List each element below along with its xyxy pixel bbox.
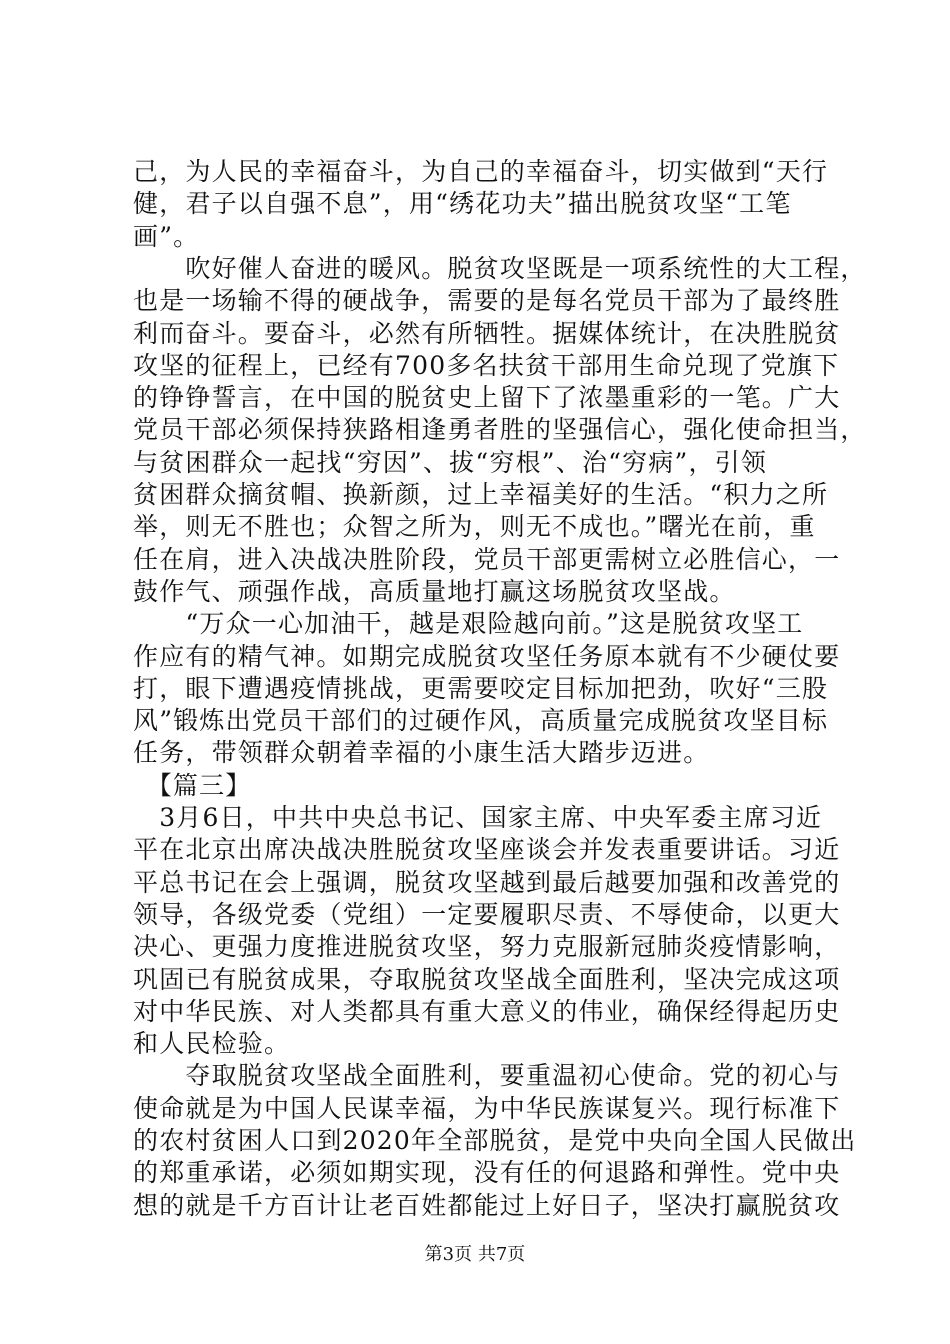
text-line: 领导，各级党委（党组）一定要履职尽责、不辱使命，以更大 (133, 899, 841, 929)
text-line: 3月6日，中共中央总书记、国家主席、中央军委主席习近 (133, 803, 823, 832)
text-line: 风”锻炼出党员干部们的过硬作风，高质量完成脱贫攻坚目标 (133, 706, 829, 736)
text-line: 夺取脱贫攻坚战全面胜利，要重温初心使命。党的初心与 (133, 1061, 841, 1091)
text-line: 想的就是千方百计让老百姓都能过上好日子，坚决打赢脱贫攻 (133, 1190, 841, 1220)
text-line: 贫困群众摘贫帽、换新颜，过上幸福美好的生活。“积力之所 (133, 480, 829, 509)
text-line: 决心、更强力度推进脱贫攻坚，努力克服新冠肺炎疫情影响， (133, 932, 841, 962)
text-line: 打，眼下遭遇疫情挑战，更需要咬定目标加把劲，吹好“三股 (133, 673, 829, 703)
text-line: 健，君子以自强不息”，用“绣花功夫”描出脱贫攻坚“工笔 (133, 189, 792, 219)
text-line: 使命就是为中国人民谋幸福，为中华民族谋复兴。现行标准下 (133, 1093, 841, 1123)
text-line: 也是一场输不得的硬战争，需要的是每名党员干部为了最终胜 (133, 286, 841, 316)
text-line: 利而奋斗。要奋斗，必然有所牺牲。据媒体统计，在决胜脱贫 (133, 318, 841, 348)
text-line: 与贫困群众一起找“穷因”、拔“穷根”、治“穷病”，引领 (133, 447, 768, 477)
text-line: 攻坚的征程上，已经有700多名扶贫干部用生命兑现了党旗下 (133, 350, 840, 380)
text-line: 吹好催人奋进的暖风。脱贫攻坚既是一项系统性的大工程， (133, 253, 867, 283)
text-line: 画”。 (133, 221, 200, 251)
text-line: 的铮铮誓言，在中国的脱贫史上留下了浓墨重彩的一笔。广大 (133, 383, 841, 413)
text-line: 的农村贫困人口到2020年全部脱贫，是党中央向全国人民做出 (133, 1126, 857, 1155)
text-line: 平总书记在会上强调，脱贫攻坚越到最后越要加强和改善党的 (133, 867, 841, 897)
section-heading: 【篇三】 (133, 770, 252, 800)
page-footer: 第3页 共7页 (424, 1244, 526, 1265)
text-line: “万众一心加油干，越是艰险越向前。”这是脱贫攻坚工 (133, 609, 804, 639)
text-line: 巩固已有脱贫成果，夺取脱贫攻坚战全面胜利，坚决完成这项 (133, 964, 841, 994)
text-line: 党员干部必须保持狭路相逢勇者胜的坚强信心，强化使命担当， (133, 415, 867, 445)
text-line: 作应有的精气神。如期完成脱贫攻坚任务原本就有不少硬仗要 (133, 641, 841, 671)
text-line: 对中华民族、对人类都具有重大意义的伟业，确保经得起历史 (133, 996, 841, 1026)
text-line: 己，为人民的幸福奋斗，为自己的幸福奋斗，切实做到“天行 (133, 157, 829, 186)
text-line: 举，则无不胜也；众智之所为，则无不成也。”曙光在前，重 (133, 512, 816, 542)
text-line: 平在北京出席决战决胜脱贫攻坚座谈会并发表重要讲话。习近 (133, 835, 841, 865)
text-line: 任务，带领群众朝着幸福的小康生活大踏步迈进。 (133, 738, 710, 768)
text-line: 的郑重承诺，必须如期实现，没有任的何退路和弹性。党中央 (133, 1158, 841, 1188)
text-line: 鼓作气、顽强作战，高质量地打赢这场脱贫攻坚战。 (133, 576, 736, 606)
text-line: 和人民检验。 (133, 1029, 291, 1059)
text-line: 任在肩，进入决战决胜阶段，党员干部更需树立必胜信心，一 (133, 544, 841, 574)
